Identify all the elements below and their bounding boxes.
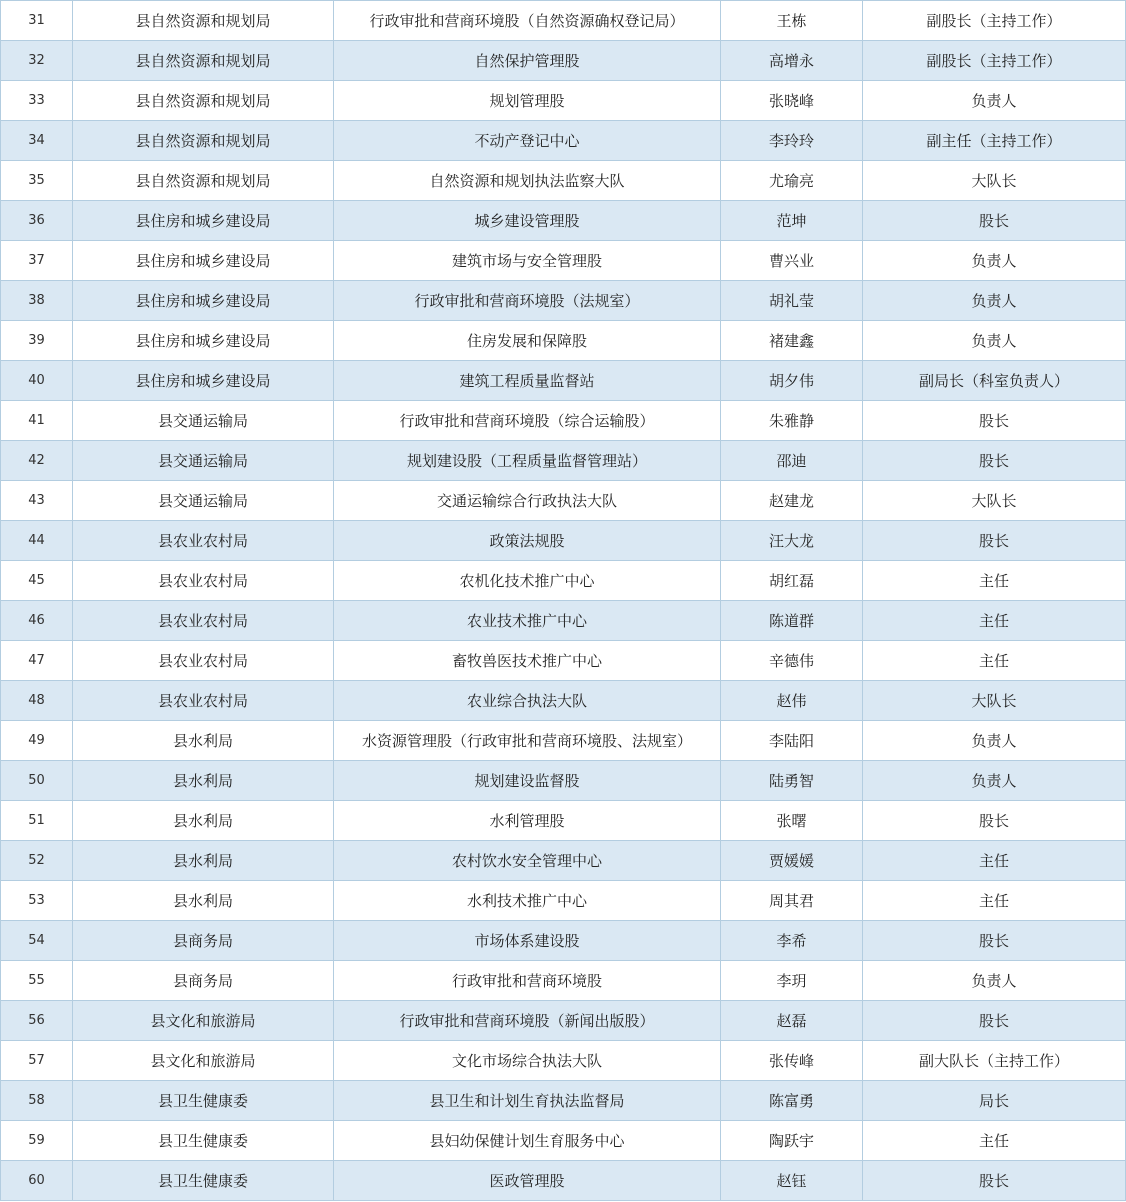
department-cell: 县商务局 — [73, 921, 334, 961]
table-row — [1, 41, 1126, 81]
name-cell: 辛德伟 — [721, 641, 863, 681]
department-cell: 县自然资源和规划局 — [73, 121, 334, 161]
table-row — [1, 361, 1126, 401]
unit-cell: 行政审批和营商环境股（法规室） — [334, 281, 721, 321]
table-row — [1, 721, 1126, 761]
unit-cell: 农机化技术推广中心 — [334, 561, 721, 601]
department-cell: 县农业农村局 — [73, 601, 334, 641]
position-cell: 负责人 — [863, 281, 1126, 321]
position-cell: 股长 — [863, 1161, 1126, 1201]
unit-cell: 水利管理股 — [334, 801, 721, 841]
row-number: 36 — [1, 201, 73, 241]
row-number: 47 — [1, 641, 73, 681]
unit-cell: 行政审批和营商环境股 — [334, 961, 721, 1001]
unit-cell: 规划建设监督股 — [334, 761, 721, 801]
position-cell: 负责人 — [863, 761, 1126, 801]
department-cell: 县水利局 — [73, 841, 334, 881]
table-row — [1, 1, 1126, 41]
unit-cell: 建筑工程质量监督站 — [334, 361, 721, 401]
name-cell: 赵钰 — [721, 1161, 863, 1201]
name-cell: 赵伟 — [721, 681, 863, 721]
department-cell: 县文化和旅游局 — [73, 1041, 334, 1081]
unit-cell: 自然资源和规划执法监察大队 — [334, 161, 721, 201]
department-cell: 县商务局 — [73, 961, 334, 1001]
table-row — [1, 641, 1126, 681]
department-cell: 县农业农村局 — [73, 641, 334, 681]
table-row — [1, 841, 1126, 881]
unit-cell: 规划管理股 — [334, 81, 721, 121]
position-cell: 负责人 — [863, 961, 1126, 1001]
row-number: 31 — [1, 1, 73, 41]
row-number: 45 — [1, 561, 73, 601]
row-number: 53 — [1, 881, 73, 921]
table-row — [1, 1121, 1126, 1161]
position-cell: 副大队长（主持工作） — [863, 1041, 1126, 1081]
row-number: 49 — [1, 721, 73, 761]
unit-cell: 畜牧兽医技术推广中心 — [334, 641, 721, 681]
row-number: 44 — [1, 521, 73, 561]
table-body — [1, 1, 1126, 1201]
name-cell: 陈富勇 — [721, 1081, 863, 1121]
table-row — [1, 161, 1126, 201]
row-number: 55 — [1, 961, 73, 1001]
name-cell: 李玥 — [721, 961, 863, 1001]
table-row — [1, 561, 1126, 601]
name-cell: 陶跃宇 — [721, 1121, 863, 1161]
name-cell: 王栋 — [721, 1, 863, 41]
row-number: 40 — [1, 361, 73, 401]
position-cell: 大队长 — [863, 681, 1126, 721]
table-row — [1, 961, 1126, 1001]
unit-cell: 市场体系建设股 — [334, 921, 721, 961]
table-row — [1, 121, 1126, 161]
name-cell: 李陆阳 — [721, 721, 863, 761]
row-number: 33 — [1, 81, 73, 121]
name-cell: 范坤 — [721, 201, 863, 241]
position-cell: 股长 — [863, 401, 1126, 441]
position-cell: 股长 — [863, 441, 1126, 481]
department-cell: 县水利局 — [73, 721, 334, 761]
name-cell: 张曙 — [721, 801, 863, 841]
table-row — [1, 441, 1126, 481]
name-cell: 赵磊 — [721, 1001, 863, 1041]
name-cell: 李玲玲 — [721, 121, 863, 161]
department-cell: 县交通运输局 — [73, 441, 334, 481]
row-number: 42 — [1, 441, 73, 481]
unit-cell: 住房发展和保障股 — [334, 321, 721, 361]
name-cell: 高增永 — [721, 41, 863, 81]
position-cell: 股长 — [863, 201, 1126, 241]
position-cell: 负责人 — [863, 321, 1126, 361]
position-cell: 股长 — [863, 521, 1126, 561]
department-cell: 县自然资源和规划局 — [73, 161, 334, 201]
table-row — [1, 241, 1126, 281]
department-cell: 县农业农村局 — [73, 681, 334, 721]
row-number: 38 — [1, 281, 73, 321]
unit-cell: 医政管理股 — [334, 1161, 721, 1201]
department-cell: 县卫生健康委 — [73, 1121, 334, 1161]
name-cell: 尤瑜亮 — [721, 161, 863, 201]
table-row — [1, 1161, 1126, 1201]
table-row — [1, 401, 1126, 441]
row-number: 35 — [1, 161, 73, 201]
row-number: 43 — [1, 481, 73, 521]
name-cell: 赵建龙 — [721, 481, 863, 521]
position-cell: 局长 — [863, 1081, 1126, 1121]
position-cell: 主任 — [863, 881, 1126, 921]
unit-cell: 交通运输综合行政执法大队 — [334, 481, 721, 521]
unit-cell: 规划建设股（工程质量监督管理站） — [334, 441, 721, 481]
row-number: 48 — [1, 681, 73, 721]
unit-cell: 文化市场综合执法大队 — [334, 1041, 721, 1081]
position-cell: 股长 — [863, 921, 1126, 961]
unit-cell: 农业综合执法大队 — [334, 681, 721, 721]
position-cell: 负责人 — [863, 241, 1126, 281]
unit-cell: 行政审批和营商环境股（综合运输股） — [334, 401, 721, 441]
position-cell: 副股长（主持工作） — [863, 1, 1126, 41]
table-row — [1, 1041, 1126, 1081]
name-cell: 曹兴业 — [721, 241, 863, 281]
department-cell: 县住房和城乡建设局 — [73, 241, 334, 281]
row-number: 57 — [1, 1041, 73, 1081]
name-cell: 胡礼莹 — [721, 281, 863, 321]
row-number: 60 — [1, 1161, 73, 1201]
unit-cell: 水利技术推广中心 — [334, 881, 721, 921]
position-cell: 股长 — [863, 1001, 1126, 1041]
position-cell: 大队长 — [863, 481, 1126, 521]
department-cell: 县农业农村局 — [73, 561, 334, 601]
table-row — [1, 321, 1126, 361]
row-number: 50 — [1, 761, 73, 801]
unit-cell: 政策法规股 — [334, 521, 721, 561]
position-cell: 负责人 — [863, 721, 1126, 761]
position-cell: 负责人 — [863, 81, 1126, 121]
name-cell: 胡夕伟 — [721, 361, 863, 401]
department-cell: 县水利局 — [73, 761, 334, 801]
table-row — [1, 921, 1126, 961]
department-cell: 县农业农村局 — [73, 521, 334, 561]
table-row — [1, 801, 1126, 841]
position-cell: 主任 — [863, 641, 1126, 681]
name-cell: 张晓峰 — [721, 81, 863, 121]
unit-cell: 城乡建设管理股 — [334, 201, 721, 241]
table-row — [1, 201, 1126, 241]
row-number: 39 — [1, 321, 73, 361]
name-cell: 贾媛媛 — [721, 841, 863, 881]
unit-cell: 自然保护管理股 — [334, 41, 721, 81]
position-cell: 副局长（科室负责人） — [863, 361, 1126, 401]
unit-cell: 水资源管理股（行政审批和营商环境股、法规室） — [334, 721, 721, 761]
position-cell: 副主任（主持工作） — [863, 121, 1126, 161]
position-cell: 主任 — [863, 561, 1126, 601]
name-cell: 汪大龙 — [721, 521, 863, 561]
unit-cell: 不动产登记中心 — [334, 121, 721, 161]
row-number: 56 — [1, 1001, 73, 1041]
table-row — [1, 1001, 1126, 1041]
name-cell: 周其君 — [721, 881, 863, 921]
position-cell: 大队长 — [863, 161, 1126, 201]
name-cell: 朱雅静 — [721, 401, 863, 441]
table-row — [1, 81, 1126, 121]
row-number: 34 — [1, 121, 73, 161]
department-cell: 县交通运输局 — [73, 481, 334, 521]
name-cell: 陆勇智 — [721, 761, 863, 801]
department-cell: 县住房和城乡建设局 — [73, 201, 334, 241]
table-row — [1, 761, 1126, 801]
row-number: 46 — [1, 601, 73, 641]
position-cell: 副股长（主持工作） — [863, 41, 1126, 81]
table-row — [1, 601, 1126, 641]
department-cell: 县住房和城乡建设局 — [73, 281, 334, 321]
unit-cell: 农村饮水安全管理中心 — [334, 841, 721, 881]
position-cell: 主任 — [863, 841, 1126, 881]
unit-cell: 行政审批和营商环境股（新闻出版股） — [334, 1001, 721, 1041]
department-cell: 县自然资源和规划局 — [73, 81, 334, 121]
department-cell: 县自然资源和规划局 — [73, 41, 334, 81]
row-number: 58 — [1, 1081, 73, 1121]
table-row — [1, 481, 1126, 521]
row-number: 51 — [1, 801, 73, 841]
table-row — [1, 881, 1126, 921]
unit-cell: 行政审批和营商环境股（自然资源确权登记局） — [334, 1, 721, 41]
department-cell: 县自然资源和规划局 — [73, 1, 334, 41]
unit-cell: 建筑市场与安全管理股 — [334, 241, 721, 281]
name-cell: 李希 — [721, 921, 863, 961]
department-cell: 县住房和城乡建设局 — [73, 321, 334, 361]
name-cell: 邵迪 — [721, 441, 863, 481]
department-cell: 县卫生健康委 — [73, 1161, 334, 1201]
department-cell: 县住房和城乡建设局 — [73, 361, 334, 401]
row-number: 59 — [1, 1121, 73, 1161]
unit-cell: 县妇幼保健计划生育服务中心 — [334, 1121, 721, 1161]
row-number: 52 — [1, 841, 73, 881]
row-number: 32 — [1, 41, 73, 81]
table-row — [1, 1081, 1126, 1121]
row-number: 54 — [1, 921, 73, 961]
table-row — [1, 521, 1126, 561]
department-cell: 县水利局 — [73, 801, 334, 841]
department-cell: 县卫生健康委 — [73, 1081, 334, 1121]
position-cell: 主任 — [863, 1121, 1126, 1161]
department-cell: 县水利局 — [73, 881, 334, 921]
name-cell: 胡红磊 — [721, 561, 863, 601]
position-cell: 股长 — [863, 801, 1126, 841]
unit-cell: 农业技术推广中心 — [334, 601, 721, 641]
unit-cell: 县卫生和计划生育执法监督局 — [334, 1081, 721, 1121]
name-cell: 褚建鑫 — [721, 321, 863, 361]
table-row — [1, 281, 1126, 321]
name-cell: 张传峰 — [721, 1041, 863, 1081]
row-number: 37 — [1, 241, 73, 281]
position-cell: 主任 — [863, 601, 1126, 641]
row-number: 41 — [1, 401, 73, 441]
department-cell: 县文化和旅游局 — [73, 1001, 334, 1041]
table-row — [1, 681, 1126, 721]
department-cell: 县交通运输局 — [73, 401, 334, 441]
name-cell: 陈道群 — [721, 601, 863, 641]
